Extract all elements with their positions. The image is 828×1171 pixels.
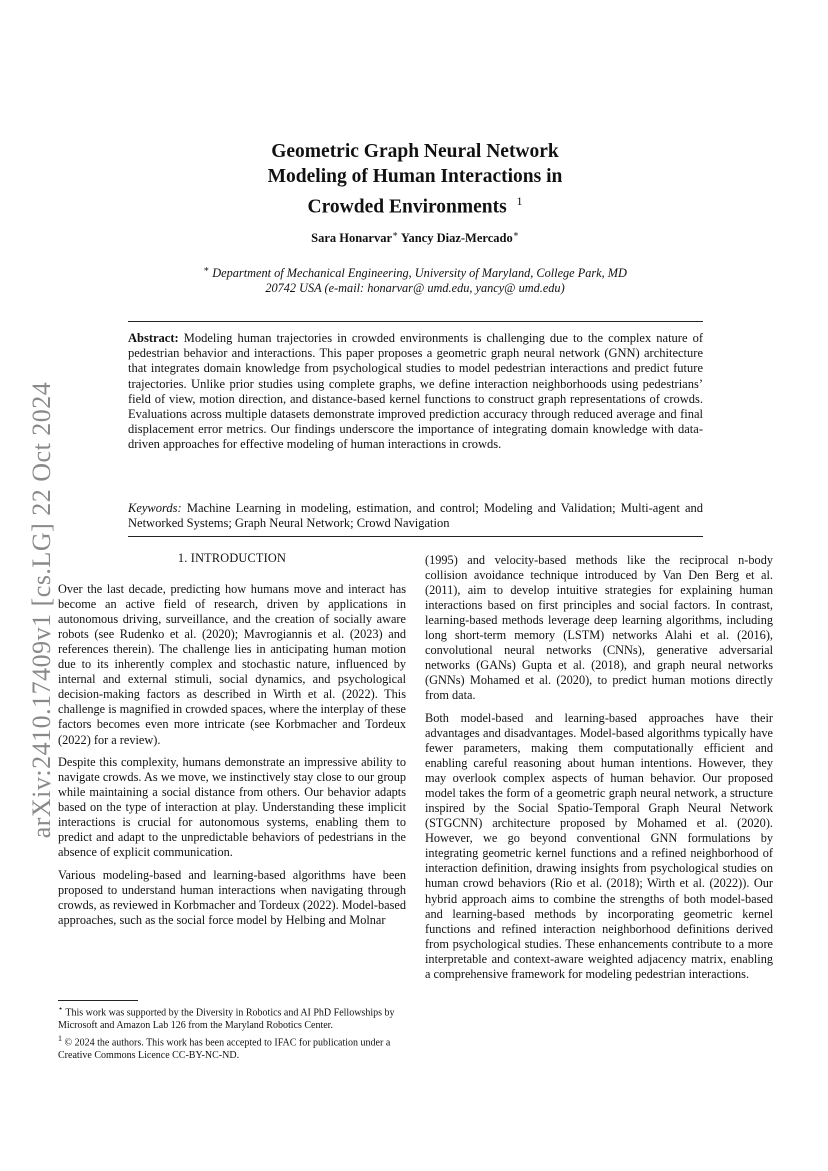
author-name-1: Sara Honarvar (311, 231, 393, 246)
footnote-1-text: This work was supported by the Diversity in Robotics and AI PhD Fellowships by Microsoft and Amazon Lab 126 from the Maryland Robotics Center. (58, 1007, 395, 1031)
section-heading: 1. INTRODUCTION (177, 551, 287, 565)
abstract-text: Modeling human trajectories in crowded environments is challenging due to the complex nature of pedestrian behavior and interactions. This paper proposes a geometric graph neural network (GNN) architecture that integrates domain knowledge from psychological studies to model pedestrian interactions and predict future trajectories. Unlike prior studies using complete graphs, we define interaction neighborhoods using pedestrians’ field of view, motion direction, and distance-based kernel functions to construct graph representations of crowds. Evaluations across multiple datasets demonstrate improved prediction accuracy through reduced average and final displacement error metrics. Our findings underscore the importance of integrating domain knowledge with data-driven approaches for effective modeling of human interactions in crowds. (128, 331, 703, 452)
title-line-3-text: Crowded Environments (307, 196, 507, 218)
footnote-1-mark: ⋆ (58, 1004, 64, 1013)
intro-paragraph-4: (1995) and velocity-based methods like the reciprocal n-body collision avoidance technique introduced by Van Den Berg et al. (2011), aim to develop intuitive strategies for explaining human interactions based on first principles and social factors. In contrast, learning-based methods leverage deep learning algorithms, including long short-term memory (LSTM) networks Alahi et al. (2016), convolutional neural networks (CNNs), generative adversarial networks (GANs) Gupta et al. (2018), and graph neural networks (GNNs) Mohamed et al. (2020), to predict human motions directly from data. (425, 553, 773, 703)
footnote-2-text: © 2024 the authors. This work has been accepted to IFAC for publication under a Creative Commons Licence CC-BY-NC-ND. (58, 1037, 391, 1062)
author-mark-1: ∗ (392, 229, 399, 239)
left-column (58, 551, 406, 936)
title-line-3 (150, 189, 680, 220)
title-line-2: Modeling of Human Interactions in (267, 165, 563, 187)
affiliation (190, 262, 640, 297)
author-mark-2: ∗ (512, 229, 519, 239)
intro-paragraph-2: Despite this complexity, humans demonstrate an impressive ability to navigate crowds. As we move, we instinctively stay close to our group while maintaining a social distance from others. Our behavior adapts based on the type of interaction at play. Understanding these implicit interactions is crucial for autonomous systems, enabling them to predict and adapt to the unpredictable behaviors of pedestrians in the absence of explicit communication. (58, 755, 406, 860)
keywords-text: Machine Learning in modeling, estimation, and control; Modeling and Validation; Multi-agent and Networked Systems; Graph Neural Network; Crowd Navigation (128, 501, 704, 531)
intro-paragraph-3: Various modeling-based and learning-based algorithms have been proposed to understand human interactions when navigating through crowds, as reviewed in Korbmacher and Tordeux (2022). Model-based approaches, such as the social force model by Helbing and Molnar (58, 867, 406, 928)
footnote-rule (58, 1000, 138, 1001)
keywords-label: Keywords: (128, 501, 182, 515)
abstract-label: Abstract: (128, 331, 179, 345)
affiliation-text: Department of Mechanical Engineering, University of Maryland, College Park, MD 20742 USA (e-mail: honarvar@ umd.edu, yancy@ umd.edu) (212, 266, 627, 296)
title-line-1: Geometric Graph Neural Network (271, 141, 559, 162)
footnote-2-mark: 1 (58, 1034, 62, 1044)
arxiv-identifier-text: arXiv:2410.17409v1 [cs.LG] 22 Oct 2024 (27, 381, 56, 839)
footnotes (58, 1003, 406, 1064)
intro-paragraph-5: Both model-based and learning-based approaches have their advantages and disadvantages. Model-based algorithms typically have fewer parameters, making them computationally efficient and enabling careful reasoning about human intentions. However, they may overlook complex aspects of human behavior. Our proposed model takes the form of a geometric graph neural network, a structure inspired by the Social Spatio-Temporal Graph Neural Network (STGCNN) architecture proposed by Mohamed et al. (2020). However, we go beyond conventional GNN formulations by integrating geometric kernel functions and a refined neighborhood of interaction definition, drawing insights from psychological studies on human crowd behaviors (Rio et al. (2018); Wirth et al. (2022)). Our hybrid approach aims to combine the strengths of both model-based and learning-based methods by incorporating geometric kernel functions and refined interaction neighborhood definitions derived from psychological studies. These enhancements contribute to a more interpretable and context-aware weighted adjacency matrix, enabling a comprehensive framework for modeling pedestrian interactions. (425, 710, 773, 981)
paper-title (150, 140, 680, 220)
keywords-bottom-rule (128, 536, 703, 537)
author-name-2: Yancy Diaz-Mercado (400, 231, 513, 246)
abstract-top-rule (128, 321, 703, 322)
title-footnote-mark: 1 (516, 194, 523, 208)
abstract (128, 331, 703, 453)
intro-paragraph-1: Over the last decade, predicting how humans move and interact has become an active field of research, driven by applications in autonomous driving, surveillance, and the creation of socially aware robots (see Rudenko et al. (2020); Mavrogiannis et al. (2023) and references therein). The challenge lies in anticipating human motion due to its inherently complex and stochastic nature, influenced by internal and external stimuli, social dynamics, and psychological decision-making factors as described in Wirth et al. (2022). This challenge is magnified in crowded spaces, where the interplay of these factors becomes even more intricate (see Korbmacher and Tordeux (2022) for a review). (58, 582, 406, 747)
affiliation-mark: ∗ (203, 264, 210, 274)
footnote-1 (58, 1003, 406, 1032)
arxiv-identifier-stamp (22, 370, 62, 850)
right-column (425, 553, 773, 989)
author-list (150, 229, 680, 246)
keywords (128, 501, 703, 531)
footnote-2 (58, 1033, 406, 1062)
